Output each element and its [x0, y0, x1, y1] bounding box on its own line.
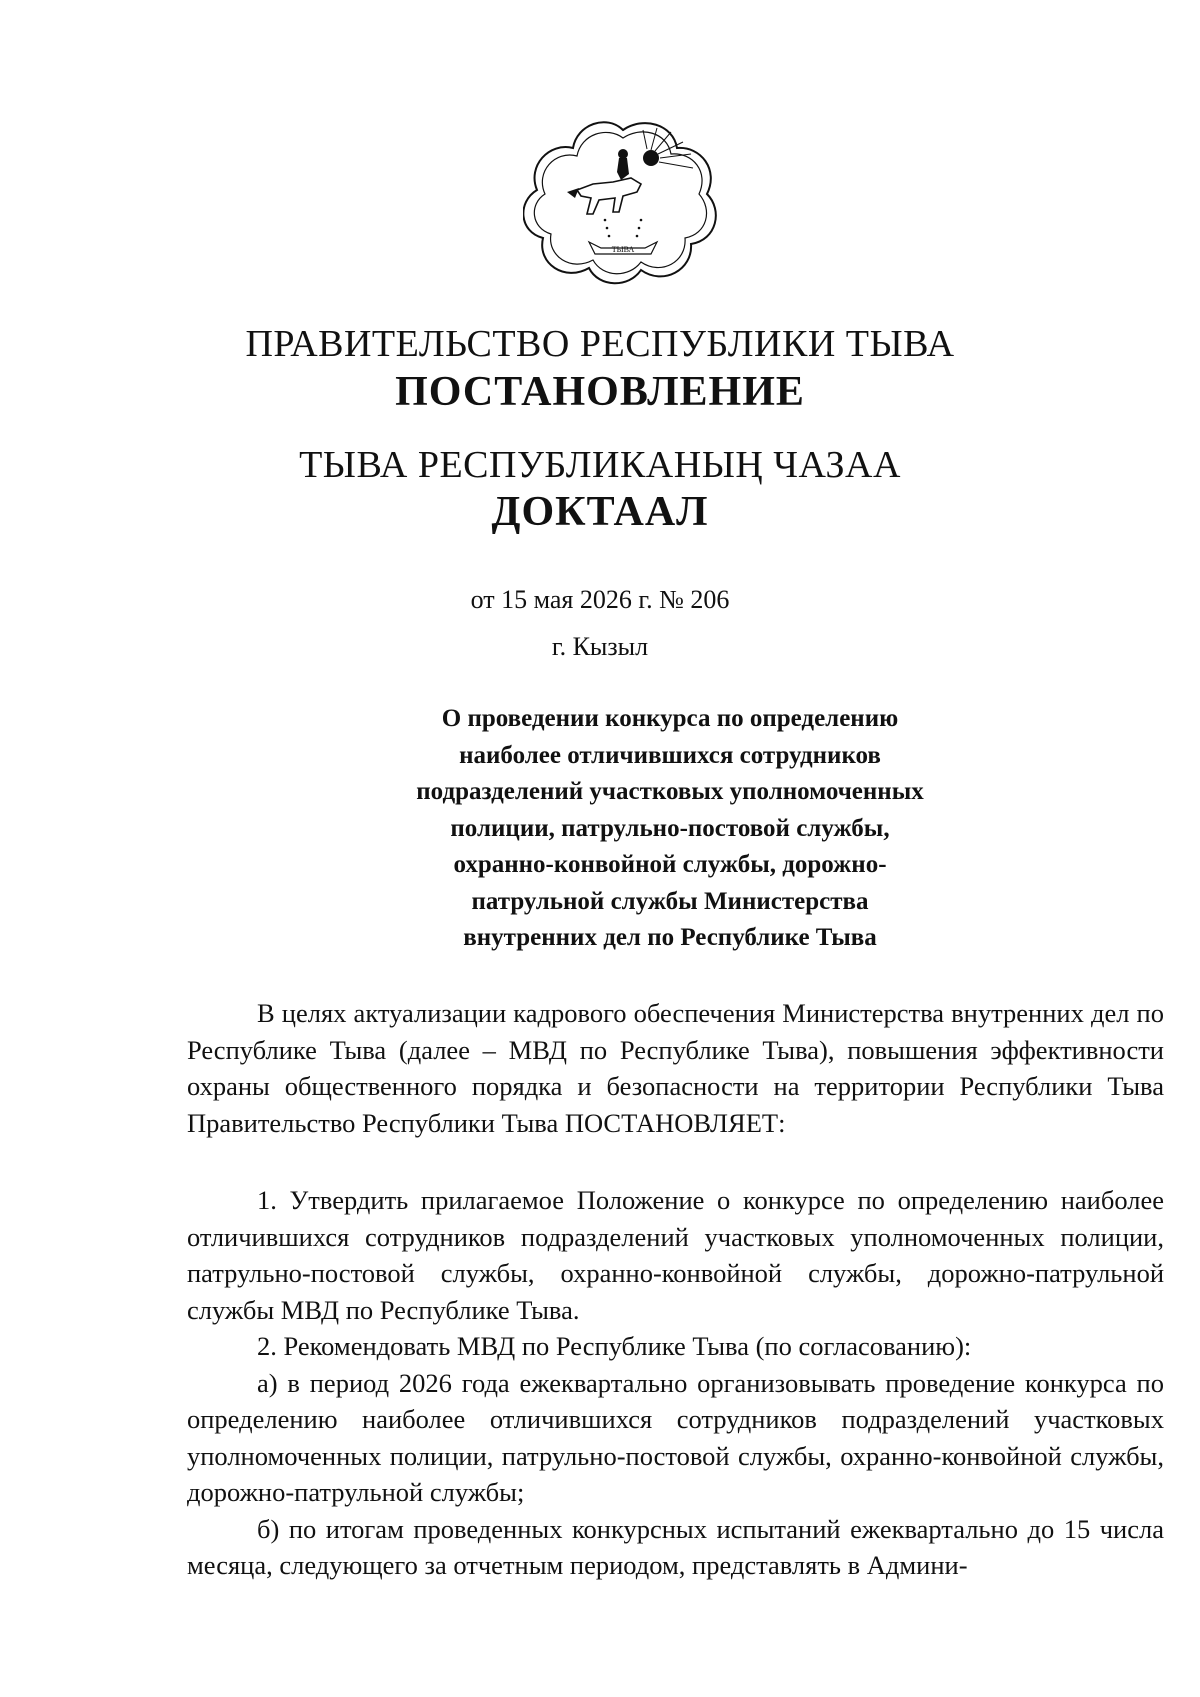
item-2b-paragraph: б) по итогам проведенных конкурсных испытаний ежеквартально до 15 числа месяца, следующего за отчетным периодом, представлять в Админи-	[187, 1513, 1164, 1580]
decree-title-tyv: ДОКТААЛ	[491, 489, 709, 535]
item-2-paragraph: 2. Рекомендовать МВД по Республике Тыва (по согласованию):	[257, 1331, 972, 1361]
decree-city: г. Кызыл	[551, 632, 649, 661]
government-title-ru: ПРАВИТЕЛЬСТВО РЕСПУБЛИКИ ТЫВА	[245, 323, 955, 365]
subject-line: патрульной службы Министерства	[471, 887, 869, 915]
coat-of-arms-emblem	[523, 118, 723, 290]
subject-line: внутренних дел по Республике Тыва	[463, 924, 877, 951]
government-title-tyv: ТЫВА РЕСПУБЛИКАНЫҢ ЧАЗАА	[299, 444, 901, 486]
item-2a-paragraph: а) в период 2026 года ежеквартально организовывать проведение конкурса по определению наиболее отличившихся сотрудников подразделений участковых уполномоченных полиции, патрульно-постовой службы, охранно-конвойной службы, дорожно-патрульной службы;	[187, 1367, 1164, 1507]
subject-line: подразделений участковых уполномоченных	[416, 778, 924, 805]
preamble-paragraph: В целях актуализации кадрового обеспечения Министерства внутренних дел по Республике Тыва (далее – МВД по Республике Тыва), повышения эффективности охраны общественного порядка и безопасности на территории Республики Тыва Правительство Республики Тыва ПОСТАНОВЛЯЕТ:	[187, 998, 1164, 1138]
emblem-icon	[523, 118, 723, 290]
decree-subject	[350, 701, 990, 957]
emblem-caption: ТЫВА	[611, 245, 635, 254]
subject-line: наиболее отличившихся сотрудников	[459, 741, 881, 769]
subject-line: полиции, патрульно-постовой службы,	[450, 814, 890, 842]
decree-body	[187, 995, 1164, 1584]
decree-title-ru: ПОСТАНОВЛЕНИЕ	[395, 369, 805, 415]
decree-date-number: от 15 мая 2026 г. № 206	[470, 585, 730, 614]
subject-line: охранно-конвойной службы, дорожно-	[453, 851, 887, 878]
subject-line: О проведении конкурса по определению	[441, 705, 899, 732]
item-1-paragraph: 1. Утвердить прилагаемое Положение о конкурсе по определению наиболее отличившихся сотрудников подразделений участковых уполномоченных полиции, патрульно-постовой службы, охранно-конвойной службы, дорожно-патрульной службы МВД по Республике Тыва.	[187, 1185, 1164, 1325]
